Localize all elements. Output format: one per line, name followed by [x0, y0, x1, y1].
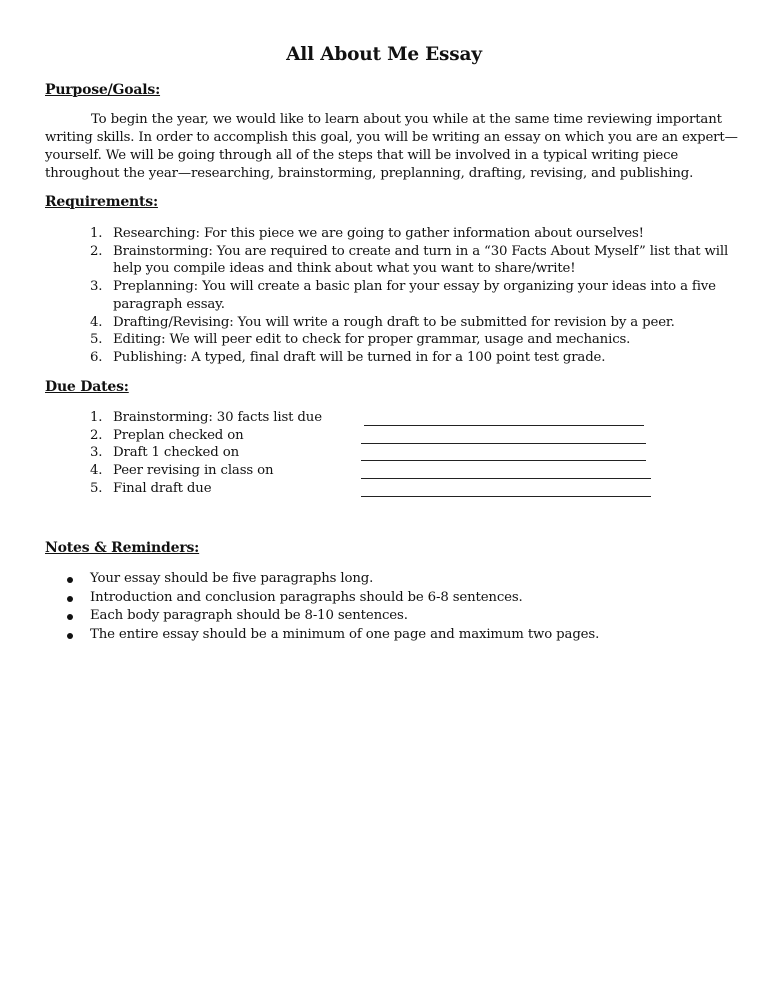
due-date-label: Preplan checked on: [113, 427, 244, 443]
notes-list: [0, 570, 599, 644]
due-date-blank-line: [361, 443, 646, 444]
bullet-icon: [67, 614, 73, 620]
list-item: [0, 409, 322, 427]
list-number: 5.: [90, 480, 103, 496]
due-date-blank-line: [364, 425, 644, 426]
list-item-text: Publishing: A typed, final draft will be turned in for a 100 point test grade.: [113, 349, 606, 365]
list-item: [0, 607, 599, 626]
list-item-text: Preplanning: You will create a basic plan for your essay by organizing your ideas into a five: [113, 279, 716, 295]
list-item: [0, 570, 599, 589]
list-item-text: Brainstorming: You are required to create and turn in a “30 Facts About Myself” list that will: [113, 243, 729, 259]
due-dates-heading: Due Dates:: [45, 379, 129, 395]
due-date-blank-line: [361, 496, 651, 497]
list-item-text: Editing: We will peer edit to check for proper grammar, usage and mechanics.: [113, 332, 631, 348]
purpose-line: throughout the year—researching, brainstorming, preplanning, drafting, revising, and publishing.: [45, 166, 694, 181]
list-number: 4.: [90, 463, 103, 479]
list-item-text: paragraph essay.: [113, 296, 225, 312]
due-date-blank-line: [361, 460, 646, 461]
requirements-heading: Requirements:: [45, 194, 158, 210]
purpose-heading: Purpose/Goals:: [45, 82, 161, 98]
list-item: [0, 589, 599, 608]
note-text: Each body paragraph should be 8-10 sentences.: [90, 608, 408, 623]
due-dates-list: [0, 409, 322, 498]
bullet-icon: [67, 596, 73, 602]
due-date-label: Brainstorming: 30 facts list due: [113, 410, 322, 425]
purpose-line: writing skills. In order to accomplish this goal, you will be writing an essay on which you are an expert—: [45, 130, 738, 145]
note-text: Introduction and conclusion paragraphs should be 6-8 sentences.: [90, 589, 523, 605]
list-item: [0, 243, 728, 278]
list-number: 1.: [90, 226, 103, 241]
note-text: Your essay should be five paragraphs long.: [90, 571, 374, 586]
list-number: 2.: [90, 243, 103, 259]
list-item: [0, 462, 322, 480]
list-item: [0, 225, 728, 243]
purpose-paragraph: [45, 111, 738, 183]
list-item-text: Researching: For this piece we are going to gather information about ourselves!: [113, 226, 644, 241]
list-item: [0, 314, 728, 332]
list-number: 2.: [90, 427, 103, 443]
list-number: 3.: [90, 279, 103, 295]
list-number: 4.: [90, 314, 103, 330]
list-item-text: help you compile ideas and think about what you want to share/write!: [113, 261, 576, 277]
due-date-blank-line: [361, 478, 651, 479]
list-item: [0, 626, 599, 645]
bullet-icon: [67, 577, 73, 583]
list-item: [0, 349, 728, 367]
due-date-label: Final draft due: [113, 480, 212, 496]
purpose-line: To begin the year, we would like to learn about you while at the same time reviewing important: [91, 112, 722, 127]
list-item: [0, 480, 322, 498]
list-number: 1.: [90, 410, 103, 425]
due-date-label: Draft 1 checked on: [113, 445, 239, 461]
page-title: All About Me Essay: [286, 44, 482, 65]
list-item: [0, 444, 322, 462]
list-number: 6.: [90, 349, 103, 365]
notes-heading: Notes & Reminders:: [45, 540, 200, 556]
purpose-line: yourself. We will be going through all of the steps that will be involved in a typical writing piece: [45, 148, 679, 163]
list-item: [0, 278, 728, 313]
note-text: The entire essay should be a minimum of one page and maximum two pages.: [90, 626, 600, 642]
bullet-icon: [67, 633, 73, 639]
list-item: [0, 331, 728, 349]
list-item-text: Drafting/Revising: You will write a rough draft to be submitted for revision by a peer.: [113, 314, 675, 330]
list-number: 3.: [90, 445, 103, 461]
due-date-label: Peer revising in class on: [113, 463, 274, 479]
requirements-list: [0, 225, 728, 367]
list-item: [0, 427, 322, 445]
list-number: 5.: [90, 332, 103, 348]
